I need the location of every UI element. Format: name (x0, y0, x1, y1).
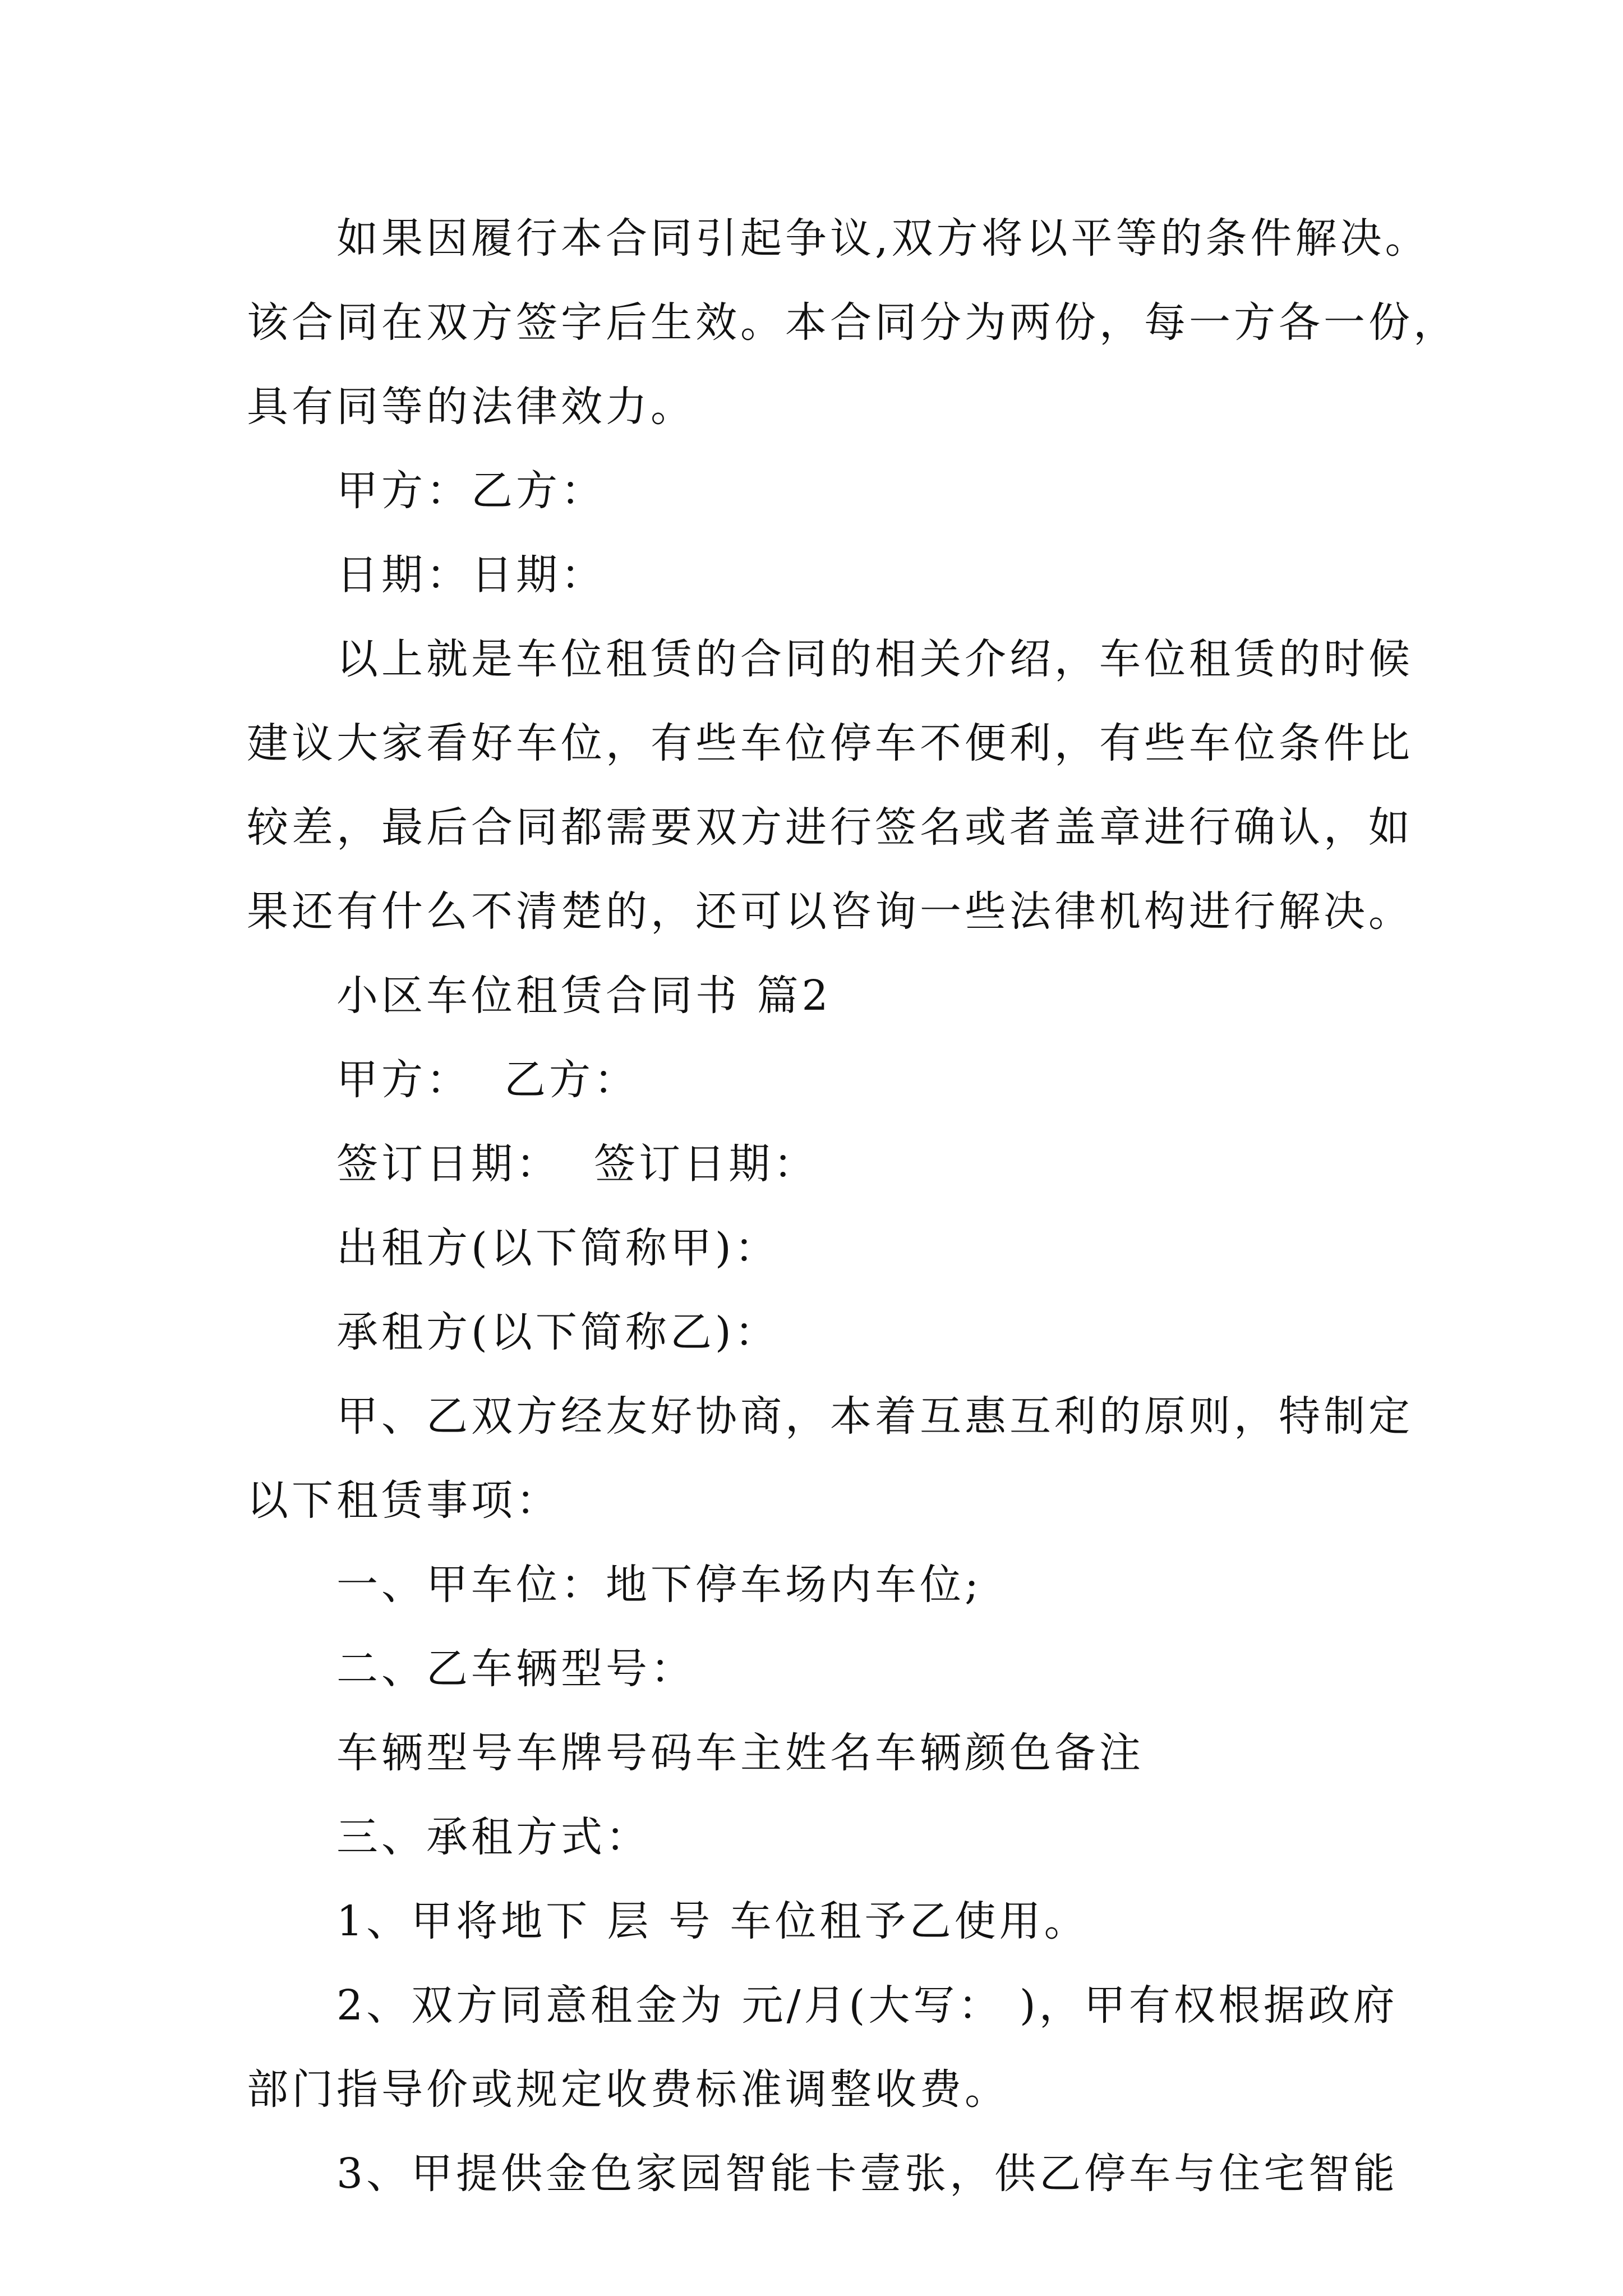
text-line: 3、甲提供金色家园智能卡壹张，供乙停车与住宅智能 (336, 2150, 1399, 2198)
text-line: 部门指导价或规定收费标准调整收费。 (247, 2065, 1009, 2114)
text-line: 果还有什么不清楚的，还可以咨询一些法律机构进行解决。 (247, 887, 1413, 936)
text-line: 签订日期： 签订日期： (336, 1140, 819, 1188)
text-line: 具有同等的法律效力。 (247, 383, 695, 431)
text-line: 车辆型号车牌号码车主姓名车辆颜色备注 (336, 1729, 1144, 1777)
text-line: 较差，最后合同都需要双方进行签名或者盖章进行确认，如 (247, 803, 1413, 852)
text-line: 出租方(以下简称甲)： (336, 1224, 780, 1272)
text-line: 该合同在双方签字后生效。本合同分为两份，每一方各一份， (247, 298, 1458, 347)
section-heading: 小区车位租赁合同书 篇2 (336, 972, 832, 1020)
text-line: 1、甲将地下 层 号 车位租予乙使用。 (336, 1897, 1089, 1945)
text-line: 承租方(以下简称乙)： (336, 1308, 780, 1356)
text-line: 日期：日期： (336, 551, 606, 599)
text-line: 如果因履行本合同引起争议,双方将以平等的条件解决。 (336, 214, 1430, 263)
text-line: 以下租赁事项： (247, 1476, 561, 1525)
text-line: 三、承租方式： (336, 1813, 651, 1861)
text-line: 2、双方同意租金为 元/月(大写： )，甲有权根据政府 (336, 1981, 1398, 2030)
text-line: 一、甲车位：地下停车场内车位; (336, 1561, 982, 1609)
text-line: 二、乙车辆型号： (336, 1645, 695, 1693)
text-line: 以上就是车位租赁的合同的相关介绍，车位租赁的时候 (336, 635, 1413, 683)
text-line: 建议大家看好车位，有些车位停车不便利，有些车位条件比 (247, 719, 1413, 767)
text-line: 甲、乙双方经友好协商，本着互惠互利的原则，特制定 (336, 1392, 1413, 1441)
text-line: 甲方： 乙方： (336, 1056, 639, 1104)
text-line: 甲方：乙方： (336, 467, 606, 515)
